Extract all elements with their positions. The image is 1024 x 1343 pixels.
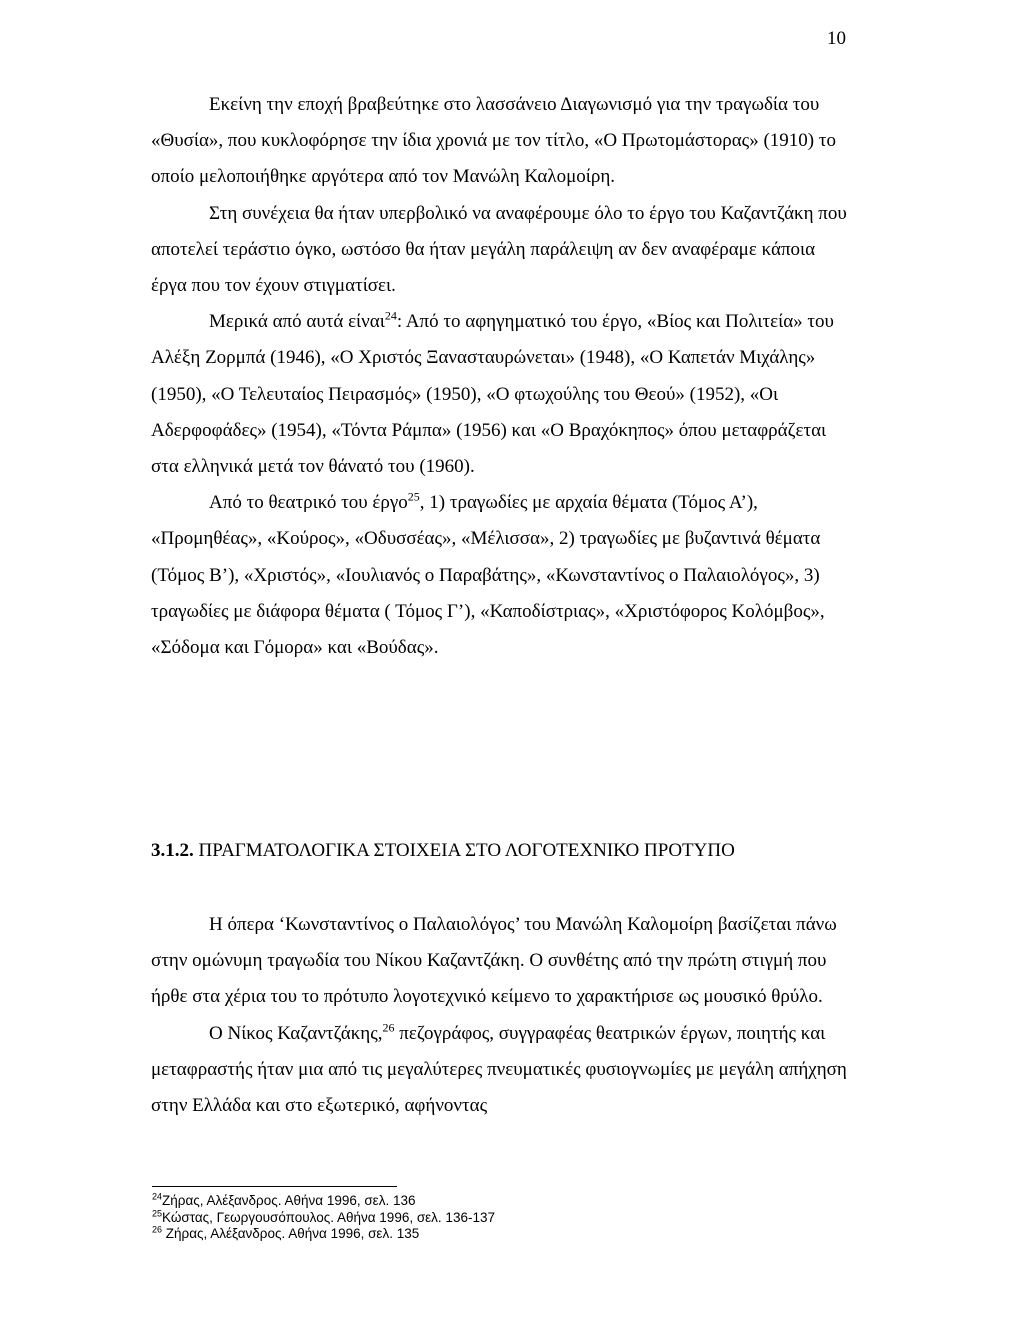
footnote-item (152, 1210, 495, 1227)
footnote-number: 26 (152, 1224, 163, 1235)
paragraph-4 (151, 485, 851, 666)
footnote-number: 24 (152, 1191, 163, 1202)
body-section-one (151, 87, 851, 666)
footnote-ref-26: 26 (382, 1020, 395, 1035)
footnote-text: Ζήρας, Αλέξανδρος. Αθήνα 1996, σελ. 135 (162, 1226, 420, 1241)
paragraph-1 (151, 87, 851, 196)
footnotes (152, 1193, 495, 1243)
paragraph-4-text-b: , 1) τραγωδίες με αρχαία θέματα (Τόμος Α’), «Προμηθέας», «Κούρος», «Οδυσσέας», «Μέλισσα», 2) τραγωδίες με βυζαντινά θέματα (Τόμος Β’), «Χριστός», «Ιουλιανός ο Παραβάτης», «Κωνσταντίνος ο Παλαιολόγος», 3) τραγωδίες με διάφορα θέματα ( Τόμος Γ’), «Καποδίστριας», «Χριστόφορος Κολόμβος», «Σόδομα και Γόμορα» και «Βούδας». (151, 492, 825, 659)
paragraph-2 (151, 196, 851, 305)
footnote-text: Ζήρας, Αλέξανδρος. Αθήνα 1996, σελ. 136 (162, 1193, 416, 1208)
footnote-ref-25: 25 (407, 489, 420, 504)
paragraph-4-text-a: Από το θεατρικό του έργο (209, 492, 408, 514)
section-heading-number: 3.1.2. (151, 840, 194, 861)
footnote-item (152, 1226, 495, 1243)
footnote-text: Κώστας, Γεωργουσόπουλος. Αθήνα 1996, σελ. 136-137 (162, 1209, 495, 1225)
paragraph-1-text: Εκείνη την εποχή βραβεύτηκε στο λασσάνειο Διαγωνισμό για την τραγωδία του «Θυσία», που κυκλοφόρησε την ίδια χρονιά με τον τίτλο, «Ο Πρωτομάστορας» (1910) το οποίο μελοποιήθηκε αργότερα από τον Μανώλη Καλομοίρη. (151, 94, 836, 188)
paragraph-2-text: Στη συνέχεια θα ήταν υπερβολικό να αναφέρουμε όλο το έργο του Καζαντζάκη που αποτελεί τεράστιο όγκο, ωστόσο θα ήταν μεγάλη παράλειψη αν δεν αναφέραμε κάποια έργα που τον έχουν στιγματίσει. (151, 202, 847, 297)
footnote-number: 25 (152, 1208, 163, 1218)
paragraph-6-text-b: πεζογράφος, συγγραφέας θεατρικών έργων, ποιητής και μεταφραστής ήταν μια από τις μεγαλύτερες πνευματικές φυσιογνωμίες με μεγάλη απήχηση στην Ελλάδα και στο εξωτερικό, αφήνοντας (151, 1022, 847, 1117)
paragraph-6-text-a: Ο Νίκος Καζαντζάκης, (209, 1022, 383, 1044)
section-heading (151, 840, 735, 862)
footnote-separator (152, 1186, 397, 1187)
footnote-item (152, 1193, 495, 1210)
paragraph-3-text-a: Μερικά από αυτά είναι (209, 311, 385, 333)
paragraph-3-text-b: : Από το αφηγηματικό του έργο, «Βίος και Πολιτεία» του Αλέξη Ζορμπά (1946), «Ο Χριστός Ξανασταυρώνεται» (1948), «Ο Καπετάν Μιχάλης» (1950), «Ο Τελευταίος Πειρασμός» (1950), «Ο φτωχούλης του Θεού» (1952), «Οι Αδερφοφάδες» (1954), «Τόντα Ράμπα» (1956) και «Ο Βραχόκηπος» όπου μεταφράζεται στα ελληνικά μετά τον θάνατό του (1960). (151, 311, 834, 478)
paragraph-5 (151, 907, 851, 1016)
footnote-ref-24: 24 (384, 308, 397, 323)
paragraph-3 (151, 304, 851, 485)
paragraph-6 (151, 1016, 851, 1125)
section-heading-title: ΠΡΑΓΜΑΤΟΛΟΓΙΚΑ ΣΤΟΙΧΕΙΑ ΣΤΟ ΛΟΓΟΤΕΧΝΙΚΟ ΠΡΟΤΥΠΟ (198, 840, 735, 861)
page-number: 10 (827, 28, 846, 49)
body-section-two (151, 907, 851, 1124)
paragraph-5-text: Η όπερα ‘Κωνσταντίνος ο Παλαιολόγος’ του Μανώλη Καλομοίρη βασίζεται πάνω στην ομώνυμη τραγωδία του Νίκου Καζαντζάκη. Ο συνθέτης από την πρώτη στιγμή που ήρθε στα χέρια του το πρότυπο λογοτεχνικό κείμενο το χαρακτήρισε ως μουσικό θρύλο. (151, 914, 837, 1008)
